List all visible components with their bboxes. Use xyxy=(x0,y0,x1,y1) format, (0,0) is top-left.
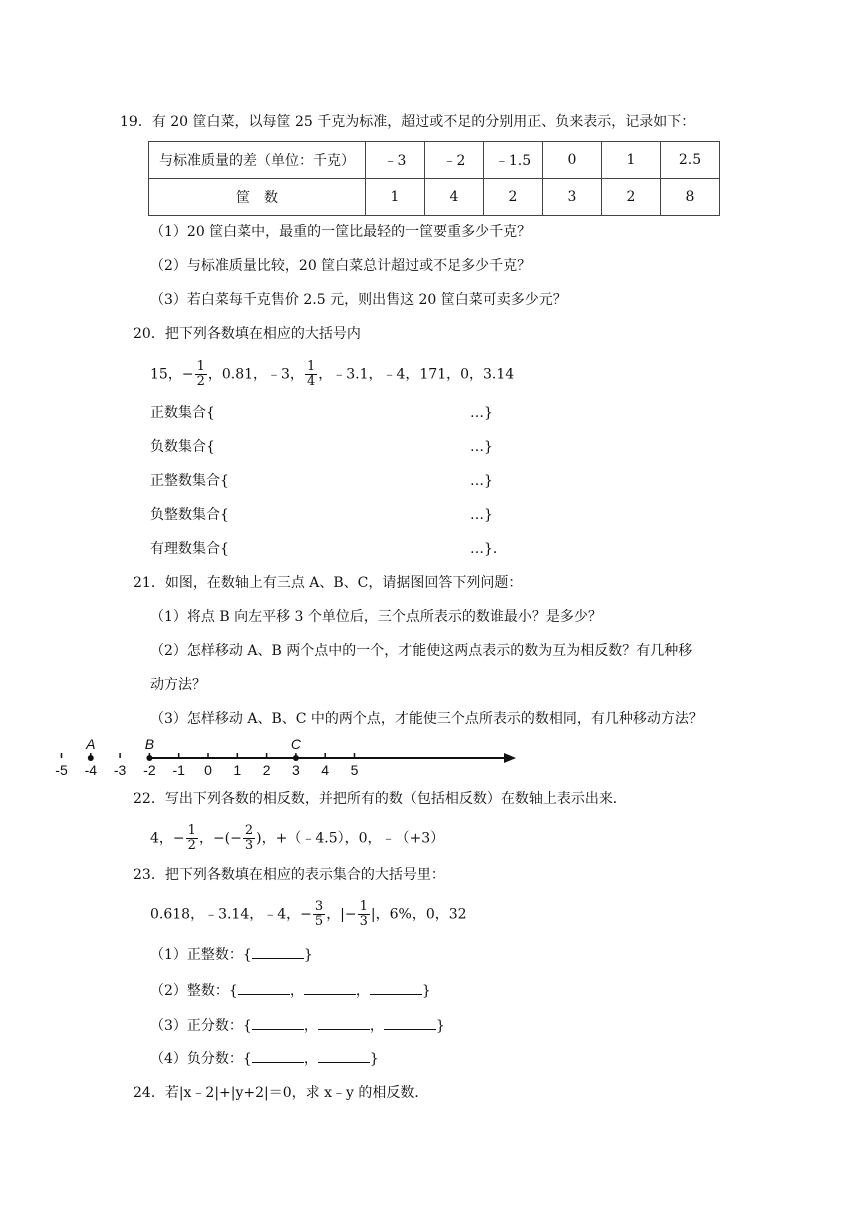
comma: ， xyxy=(355,983,370,999)
q23-part-b: ，| xyxy=(326,906,345,923)
q23-stem: 23．把下列各数填在相应的表示集合的大括号里： xyxy=(133,867,445,883)
q23-sub3 xyxy=(150,1015,445,1036)
q20-set-positive-integer: 正整数集合{ xyxy=(150,473,229,489)
denominator: 3 xyxy=(359,914,368,929)
axis-tick-label: 4 xyxy=(321,762,330,778)
q23-sub4 xyxy=(150,1048,379,1069)
axis-tick-label: -3 xyxy=(113,762,127,778)
axis-tick-label: -1 xyxy=(172,762,185,778)
denominator: 2 xyxy=(196,374,205,389)
q19-sub1: （1）20 筐白菜中，最重的一筐比最轻的一筐要重多少千克？ xyxy=(150,224,532,240)
minus-sign: − xyxy=(181,366,194,383)
q23-fraction-1 xyxy=(313,900,325,929)
q23-sub4-label: （4）负分数：{ xyxy=(150,1051,252,1067)
answer-blank[interactable] xyxy=(252,1048,304,1063)
q20-fraction-2 xyxy=(305,360,317,389)
q20-set-positive-integer-end: …} xyxy=(470,473,493,489)
numerator: 1 xyxy=(306,359,316,374)
denominator: 5 xyxy=(314,914,324,929)
answer-blank[interactable] xyxy=(304,980,356,995)
q23-sub1 xyxy=(150,944,313,965)
axis-tick-label: -2 xyxy=(143,762,156,778)
q20-numbers xyxy=(150,360,514,389)
axis-point-b xyxy=(146,755,152,761)
axis-point-a xyxy=(88,755,94,761)
axis-point-label: B xyxy=(144,736,155,752)
q22-fraction-2 xyxy=(243,824,255,853)
denominator: 4 xyxy=(306,374,316,389)
number-line-figure xyxy=(55,734,520,780)
q24-stem: 24．若|x﹣2|+|y+2|＝0，求 x﹣y 的相反数． xyxy=(133,1085,429,1101)
q19-count-cell: 2 xyxy=(602,179,661,216)
q20-set-positive-end: …} xyxy=(470,405,493,421)
q19-row-label-count: 筐 数 xyxy=(149,179,366,216)
answer-blank[interactable] xyxy=(318,1015,370,1030)
answer-blank[interactable] xyxy=(252,1015,304,1030)
q20-nums-b: ，0.81，﹣3， xyxy=(207,366,304,383)
q20-stem: 20．把下列各数填在相应的大括号内 xyxy=(133,326,361,342)
comma: ， xyxy=(369,1018,384,1034)
q19-sub3: （3）若白菜每千克售价 2.5 元，则出售这 20 筐白菜可卖多少元？ xyxy=(150,292,567,308)
q21-stem: 21．如图，在数轴上有三点 A、B、C，请据图回答下列问题： xyxy=(133,575,523,591)
axis-point-label: A xyxy=(86,736,96,752)
answer-blank[interactable] xyxy=(370,980,422,995)
answer-blank[interactable] xyxy=(238,980,290,995)
q23-fraction-2 xyxy=(358,900,370,929)
close-brace: } xyxy=(435,1018,445,1034)
q23-sub3-label: （3）正分数：{ xyxy=(150,1018,252,1034)
close-brace: } xyxy=(303,947,313,963)
q19-diff-cell: ﹣1.5 xyxy=(484,142,543,179)
numerator: 1 xyxy=(196,359,205,374)
numerator: 3 xyxy=(314,899,324,914)
q23-numbers xyxy=(150,900,467,929)
q20-set-negative-end: …} xyxy=(470,439,493,455)
minus-paren: −(− xyxy=(212,830,242,847)
comma: ， xyxy=(303,1051,318,1067)
axis-tick-label: -5 xyxy=(55,762,68,778)
answer-blank[interactable] xyxy=(384,1015,436,1030)
table-row xyxy=(149,179,720,216)
comma: ， xyxy=(289,983,304,999)
axis-ticks xyxy=(55,753,358,778)
numerator: 2 xyxy=(244,823,254,838)
close-paren: ) xyxy=(256,830,262,847)
q20-fraction-1 xyxy=(195,360,207,389)
q21-sub2-cont: 动方法？ xyxy=(150,677,206,693)
q23-sub2 xyxy=(150,980,431,1001)
q23-part-a: 0.618，﹣3.14，﹣4， xyxy=(150,906,301,923)
q19-stem: 19．有 20 筐白菜，以每筐 25 千克为标准，超过或不足的分别用正、负来表示，记录如下： xyxy=(120,114,696,130)
q20-set-negative-integer-end: …} xyxy=(470,507,493,523)
axis-tick-label: 2 xyxy=(262,762,271,778)
q21-sub2: （2）怎样移动 A、B 两个点中的一个，才能使这两点表示的数为互为相反数？有几种移 xyxy=(150,643,693,659)
q20-set-rational: 有理数集合{ xyxy=(150,541,229,557)
close-brace: } xyxy=(421,983,431,999)
q22-stem: 22．写出下列各数的相反数，并把所有的数（包括相反数）在数轴上表示出来． xyxy=(133,791,627,807)
q19-diff-cell: ﹣2 xyxy=(425,142,484,179)
q19-count-cell: 3 xyxy=(543,179,602,216)
q20-nums-c: ，﹣3.1，﹣4，171，0，3.14 xyxy=(318,366,515,383)
axis-tick-label: 1 xyxy=(233,762,242,778)
q23-sub2-label: （2）整数：{ xyxy=(150,983,238,999)
minus-sign: − xyxy=(300,906,312,923)
q19-diff-cell: 1 xyxy=(602,142,661,179)
answer-blank[interactable] xyxy=(318,1048,370,1063)
q19-sub2: （2）与标准质量比较，20 筐白菜总计超过或不足多少千克？ xyxy=(150,258,532,274)
q20-nums-a: 15， xyxy=(150,366,182,383)
q22-part-b: ， xyxy=(198,830,213,847)
axis-point-c xyxy=(293,755,299,761)
q21-sub3: （3）怎样移动 A、B、C 中的两个点，才能使三个点所表示的数相同，有几种移动方法？ xyxy=(150,711,703,727)
q20-set-negative: 负数集合{ xyxy=(150,439,215,455)
axis-point-label: C xyxy=(290,736,301,752)
axis-tick-label: 3 xyxy=(292,762,300,778)
q19-table xyxy=(148,141,720,216)
q20-set-positive: 正数集合{ xyxy=(150,405,215,421)
q19-diff-cell: 0 xyxy=(543,142,602,179)
minus-sign: − xyxy=(172,830,185,847)
table-row xyxy=(149,142,720,179)
numerator: 1 xyxy=(359,899,368,914)
q22-fraction-1 xyxy=(186,824,198,853)
q19-count-cell: 8 xyxy=(661,179,720,216)
q19-count-cell: 1 xyxy=(366,179,425,216)
minus-sign: − xyxy=(344,906,357,923)
numerator: 1 xyxy=(187,823,196,838)
q22-numbers xyxy=(150,824,444,853)
q19-diff-cell: ﹣3 xyxy=(366,142,425,179)
q20-set-negative-integer: 负整数集合{ xyxy=(150,507,229,523)
answer-blank[interactable] xyxy=(252,944,304,959)
axis-arrow-icon xyxy=(504,753,516,763)
close-brace: } xyxy=(369,1051,379,1067)
q22-part-a: 4， xyxy=(150,830,173,847)
q23-part-c: |，6%，0，32 xyxy=(370,906,467,923)
q19-row-label-diff: 与标准质量的差（单位：千克） xyxy=(149,142,366,179)
q22-part-c: ，+（﹣4.5），0，﹣（+3） xyxy=(261,830,445,847)
comma: ， xyxy=(303,1018,318,1034)
q19-count-cell: 2 xyxy=(484,179,543,216)
q21-sub1: （1）将点 B 向左平移 3 个单位后，三个点所表示的数谁最小？是多少？ xyxy=(150,609,602,625)
q23-sub1-label: （1）正整数：{ xyxy=(150,947,252,963)
axis-tick-label: -4 xyxy=(84,762,98,778)
q19-diff-cell: 2.5 xyxy=(661,142,720,179)
q20-set-rational-end: …}． xyxy=(470,541,507,557)
axis-tick-label: 0 xyxy=(204,762,212,778)
denominator: 3 xyxy=(244,838,254,853)
q19-count-cell: 4 xyxy=(425,179,484,216)
denominator: 2 xyxy=(187,838,196,853)
axis-tick-label: 5 xyxy=(350,762,359,778)
